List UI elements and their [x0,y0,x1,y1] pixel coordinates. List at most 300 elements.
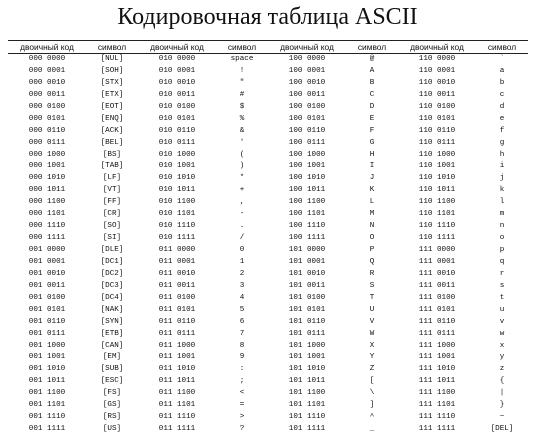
table-row [8,376,528,388]
binary-code-cell: 100 0111 [288,138,326,147]
binary-code-cell: 111 1001 [418,353,456,362]
binary-code-cell: 011 0101 [158,305,196,314]
binary-code-cell: 010 1101 [158,210,196,219]
symbol-cell: a [499,66,505,75]
table-row [8,54,528,66]
symbol-cell: [DC2] [100,269,124,278]
symbol-cell: [CAN] [100,341,124,350]
symbol-cell: _ [369,425,375,434]
table-row [8,150,528,162]
symbol-cell: n [499,222,505,231]
symbol-cell: e [499,114,505,123]
column-header-code: двоичный код [268,40,346,54]
symbol-cell: v [499,317,505,326]
symbol-cell: 2 [239,269,245,278]
table-row [8,161,528,173]
binary-code-cell: 011 0000 [158,246,196,254]
symbol-cell: < [239,389,245,398]
symbol-cell: [BS] [102,150,122,159]
table-row [8,341,528,353]
symbol-cell: r [499,269,505,278]
symbol-cell: I [369,162,375,171]
table-row [8,305,528,317]
symbol-cell: | [499,389,505,398]
binary-code-cell: 111 1111 [418,425,456,434]
table-row [8,90,528,102]
symbol-cell: [SO] [102,222,122,231]
symbol-cell: [BEL] [100,138,124,147]
binary-code-cell: 101 1101 [288,401,326,410]
binary-code-cell: 111 0010 [418,269,456,278]
table-row [8,424,528,436]
binary-code-cell: 010 1010 [158,174,196,183]
symbol-cell: s [499,281,505,290]
symbol-cell: [SUB] [100,365,124,374]
symbol-cell: & [239,126,245,135]
table-row [8,66,528,78]
symbol-cell: [ETB] [100,329,124,338]
binary-code-cell: 010 0110 [158,126,196,135]
binary-code-cell: 011 1011 [158,377,196,386]
symbol-cell: k [499,186,505,195]
binary-code-cell: 000 0101 [28,114,66,123]
binary-code-cell: 100 1011 [288,186,326,195]
binary-code-cell: 011 1110 [158,413,196,422]
symbol-cell: [STX] [100,78,124,87]
symbol-cell: o [499,234,505,243]
symbol-cell: > [239,413,245,422]
binary-code-cell: 011 1010 [158,365,196,374]
page-title: Кодировочная таблица ASCII [117,4,418,30]
symbol-cell: R [369,269,375,278]
binary-code-cell: 100 0110 [288,126,326,135]
column-header-symbol: символ [216,40,268,54]
symbol-cell: ! [239,66,245,75]
symbol-cell: 7 [239,329,245,338]
binary-code-cell: 001 1100 [28,389,66,398]
symbol-cell: + [239,186,245,195]
binary-code-cell: 011 0010 [158,269,196,278]
symbol-cell: : [239,365,245,374]
binary-code-cell: 110 1101 [418,210,456,219]
binary-code-cell: 010 1110 [158,222,196,231]
table-row [8,126,528,138]
binary-code-cell: 001 0101 [28,305,66,314]
symbol-cell: c [499,90,505,99]
symbol-cell: { [499,377,505,386]
binary-code-cell: 001 0011 [28,281,66,290]
symbol-cell: G [369,138,375,147]
symbol-cell: [LF] [102,174,122,183]
symbol-cell: \ [369,389,375,398]
binary-code-cell: 011 0011 [158,281,196,290]
ascii-table [8,40,528,436]
binary-code-cell: 101 0001 [288,257,326,266]
binary-code-cell: 010 0010 [158,78,196,87]
table-row [8,269,528,281]
binary-code-cell: 101 0110 [288,317,326,326]
binary-code-cell: 101 0111 [288,329,326,338]
binary-code-cell: 010 0011 [158,90,196,99]
binary-code-cell: 000 0100 [28,102,66,111]
symbol-cell: [FS] [102,389,122,398]
symbol-cell: % [239,114,245,123]
symbol-cell: [GS] [102,401,122,410]
binary-code-cell: 001 0111 [28,329,66,338]
table-row [8,209,528,221]
binary-code-cell: 100 0101 [288,114,326,123]
column-header-symbol: символ [476,40,528,54]
symbol-cell: - [239,210,245,219]
binary-code-cell: 000 0000 [28,55,66,63]
binary-code-cell: 011 0100 [158,293,196,302]
symbol-cell: ' [239,138,245,147]
symbol-cell: [RS] [102,413,122,422]
table-row [8,233,528,245]
binary-code-cell: 101 0100 [288,293,326,302]
binary-code-cell: 000 0110 [28,126,66,135]
binary-code-cell: 001 0000 [28,246,66,254]
binary-code-cell: 110 1100 [418,198,456,207]
binary-code-cell: 100 0001 [288,66,326,75]
binary-code-cell: 000 1110 [28,222,66,231]
symbol-cell: K [369,186,375,195]
symbol-cell: j [499,174,505,183]
binary-code-cell: 010 1100 [158,198,196,207]
binary-code-cell: 111 1100 [418,389,456,398]
symbol-cell: L [369,198,375,207]
binary-code-cell: 110 0010 [418,78,456,87]
symbol-cell: ` [499,55,505,63]
symbol-cell: P [369,246,375,254]
symbol-cell: d [499,102,505,111]
symbol-cell: [US] [102,425,122,434]
symbol-cell: [ACK] [100,126,124,135]
symbol-cell: 9 [239,353,245,362]
symbol-cell: 0 [239,246,245,254]
symbol-cell: [DC4] [100,293,124,302]
symbol-cell: [ENQ] [100,114,124,123]
symbol-cell: ; [239,377,245,386]
binary-code-cell: 111 0101 [418,305,456,314]
symbol-cell: g [499,138,505,147]
symbol-cell: m [499,210,505,219]
symbol-cell: ~ [499,413,505,422]
symbol-cell: Q [369,257,375,266]
symbol-cell: . [239,222,245,231]
symbol-cell: 8 [239,341,245,350]
table-body [8,54,528,436]
table-row [8,281,528,293]
binary-code-cell: 010 1011 [158,186,196,195]
symbol-cell: X [369,341,375,350]
symbol-cell: 3 [239,281,245,290]
binary-code-cell: 010 1000 [158,150,196,159]
binary-code-cell: 101 1110 [288,413,326,422]
symbol-cell: V [369,317,375,326]
symbol-cell: [ [369,377,375,386]
symbol-cell: * [239,174,245,183]
symbol-cell: ) [239,162,245,171]
binary-code-cell: 011 1000 [158,341,196,350]
symbol-cell: w [499,329,505,338]
symbol-cell: ^ [369,413,375,422]
symbol-cell: [SYN] [100,317,124,326]
table-row [8,400,528,412]
binary-code-cell: 110 1000 [418,150,456,159]
symbol-cell: = [239,401,245,410]
binary-code-cell: 111 0100 [418,293,456,302]
binary-code-cell: 001 0001 [28,257,66,266]
table-header [8,40,528,54]
symbol-cell: J [369,174,375,183]
binary-code-cell: 110 0001 [418,66,456,75]
table-row [8,185,528,197]
table-row [8,102,528,114]
binary-code-cell: 011 1111 [158,425,196,434]
symbol-cell: O [369,234,375,243]
binary-code-cell: 010 0111 [158,138,196,147]
binary-code-cell: 011 0111 [158,329,196,338]
symbol-cell: M [369,210,375,219]
table-row [8,317,528,329]
binary-code-cell: 000 0111 [28,138,66,147]
binary-code-cell: 001 1110 [28,413,66,422]
symbol-cell: y [499,353,505,362]
table-row [8,364,528,376]
symbol-cell: ( [239,150,245,159]
table-row [8,138,528,150]
symbol-cell: [ETX] [100,90,124,99]
symbol-cell: x [499,341,505,350]
binary-code-cell: 111 1101 [418,401,456,410]
binary-code-cell: 011 1001 [158,353,196,362]
table-row [8,352,528,364]
binary-code-cell: 010 0001 [158,66,196,75]
symbol-cell: $ [239,102,245,111]
binary-code-cell: 110 0011 [418,90,456,99]
binary-code-cell: 111 0000 [418,246,456,254]
binary-code-cell: 001 1101 [28,401,66,410]
symbol-cell: F [369,126,375,135]
binary-code-cell: 001 1010 [28,365,66,374]
binary-code-cell: 100 0010 [288,78,326,87]
binary-code-cell: 111 1010 [418,365,456,374]
symbol-cell: E [369,114,375,123]
binary-code-cell: 000 1100 [28,198,66,207]
binary-code-cell: 100 1010 [288,174,326,183]
symbol-cell: [ESC] [100,377,124,386]
symbol-cell: 4 [239,293,245,302]
binary-code-cell: 100 0011 [288,90,326,99]
binary-code-cell: 111 0111 [418,329,456,338]
table-row [8,329,528,341]
binary-code-cell: 100 1111 [288,234,326,243]
binary-code-cell: 100 1110 [288,222,326,231]
symbol-cell: [SOH] [100,66,124,75]
binary-code-cell: 101 0010 [288,269,326,278]
binary-code-cell: 111 0001 [418,257,456,266]
table-row [8,412,528,424]
binary-code-cell: 110 0110 [418,126,456,135]
binary-code-cell: 111 0110 [418,317,456,326]
column-header-code: двоичный код [8,40,86,54]
table-row [8,78,528,90]
symbol-cell: A [369,66,375,75]
symbol-cell: H [369,150,375,159]
binary-code-cell: 001 0010 [28,269,66,278]
binary-code-cell: 000 1000 [28,150,66,159]
binary-code-cell: 011 0110 [158,317,196,326]
symbol-cell: ? [239,425,245,434]
symbol-cell: [EM] [102,353,122,362]
binary-code-cell: 111 0011 [418,281,456,290]
symbol-cell: [DC1] [100,257,124,266]
binary-code-cell: 100 1101 [288,210,326,219]
binary-code-cell: 110 1111 [418,234,456,243]
binary-code-cell: 111 1110 [418,413,456,422]
symbol-cell: } [499,401,505,410]
binary-code-cell: 000 0001 [28,66,66,75]
binary-code-cell: 000 0011 [28,90,66,99]
symbol-cell: f [499,126,505,135]
symbol-cell: C [369,90,375,99]
binary-code-cell: 001 0110 [28,317,66,326]
binary-code-cell: 101 1001 [288,353,326,362]
binary-code-cell: 100 1001 [288,162,326,171]
symbol-cell: [DLE] [100,246,124,254]
binary-code-cell: 001 1000 [28,341,66,350]
symbol-cell: [DC3] [100,281,124,290]
symbol-cell: i [499,162,505,171]
binary-code-cell: 000 1010 [28,174,66,183]
symbol-cell: p [499,246,505,254]
binary-code-cell: 000 1101 [28,210,66,219]
symbol-cell: N [369,222,375,231]
binary-code-cell: 101 0000 [288,246,326,254]
symbol-cell: 6 [239,317,245,326]
binary-code-cell: 101 1011 [288,377,326,386]
column-header-code: двоичный код [138,40,216,54]
binary-code-cell: 110 0111 [418,138,456,147]
symbol-cell: Y [369,353,375,362]
symbol-cell: U [369,305,375,314]
table-row [8,293,528,305]
symbol-cell: [VT] [102,186,122,195]
table-row [8,197,528,209]
symbol-cell: # [239,90,245,99]
binary-code-cell: 111 1000 [418,341,456,350]
symbol-cell: W [369,329,375,338]
symbol-cell: q [499,257,505,266]
symbol-cell: 5 [239,305,245,314]
binary-code-cell: 100 0100 [288,102,326,111]
binary-code-cell: 110 1001 [418,162,456,171]
symbol-cell: D [369,102,375,111]
symbol-cell: [DEL] [490,425,514,434]
binary-code-cell: 101 0101 [288,305,326,314]
symbol-cell: l [499,198,505,207]
binary-code-cell: 000 0010 [28,78,66,87]
symbol-cell: [FF] [102,198,122,207]
symbol-cell: [CR] [102,210,122,219]
symbol-cell: [NAK] [100,305,124,314]
binary-code-cell: 110 0000 [418,55,456,63]
column-header-code: двоичный код [398,40,476,54]
binary-code-cell: 110 1110 [418,222,456,231]
table-row [8,173,528,185]
symbol-cell: [EOT] [100,102,124,111]
symbol-cell: space [230,55,254,63]
binary-code-cell: 101 1000 [288,341,326,350]
symbol-cell: Z [369,365,375,374]
binary-code-cell: 001 1001 [28,353,66,362]
binary-code-cell: 000 1111 [28,234,66,243]
table-row [8,114,528,126]
binary-code-cell: 100 1100 [288,198,326,207]
symbol-cell: b [499,78,505,87]
binary-code-cell: 101 1111 [288,425,326,434]
column-header-symbol: символ [86,40,138,54]
symbol-cell: ] [369,401,375,410]
symbol-cell: " [239,78,245,87]
symbol-cell: B [369,78,375,87]
symbol-cell: u [499,305,505,314]
symbol-cell: z [499,365,505,374]
binary-code-cell: 100 0000 [288,55,326,63]
binary-code-cell: 100 1000 [288,150,326,159]
binary-code-cell: 000 1011 [28,186,66,195]
binary-code-cell: 110 1011 [418,186,456,195]
symbol-cell: T [369,293,375,302]
symbol-cell: h [499,150,505,159]
symbol-cell: 1 [239,257,245,266]
symbol-cell: / [239,234,245,243]
symbol-cell: , [239,198,245,207]
binary-code-cell: 001 0100 [28,293,66,302]
symbol-cell: t [499,293,505,302]
binary-code-cell: 101 0011 [288,281,326,290]
binary-code-cell: 001 1111 [28,425,66,434]
column-header-symbol: символ [346,40,398,54]
binary-code-cell: 010 1001 [158,162,196,171]
binary-code-cell: 011 1101 [158,401,196,410]
binary-code-cell: 001 1011 [28,377,66,386]
binary-code-cell: 010 1111 [158,234,196,243]
binary-code-cell: 101 1010 [288,365,326,374]
symbol-cell: [TAB] [100,162,124,171]
binary-code-cell: 110 0101 [418,114,456,123]
table-row [8,257,528,269]
binary-code-cell: 110 0100 [418,102,456,111]
symbol-cell: @ [369,55,375,63]
symbol-cell: [SI] [102,234,122,243]
table-row [8,245,528,257]
binary-code-cell: 101 1100 [288,389,326,398]
binary-code-cell: 011 0001 [158,257,196,266]
table-row [8,388,528,400]
binary-code-cell: 010 0100 [158,102,196,111]
binary-code-cell: 010 0000 [158,55,196,63]
table-row [8,221,528,233]
binary-code-cell: 011 1100 [158,389,196,398]
binary-code-cell: 110 1010 [418,174,456,183]
symbol-cell: [NUL] [100,55,124,63]
symbol-cell: S [369,281,375,290]
binary-code-cell: 000 1001 [28,162,66,171]
binary-code-cell: 010 0101 [158,114,196,123]
binary-code-cell: 111 1011 [418,377,456,386]
